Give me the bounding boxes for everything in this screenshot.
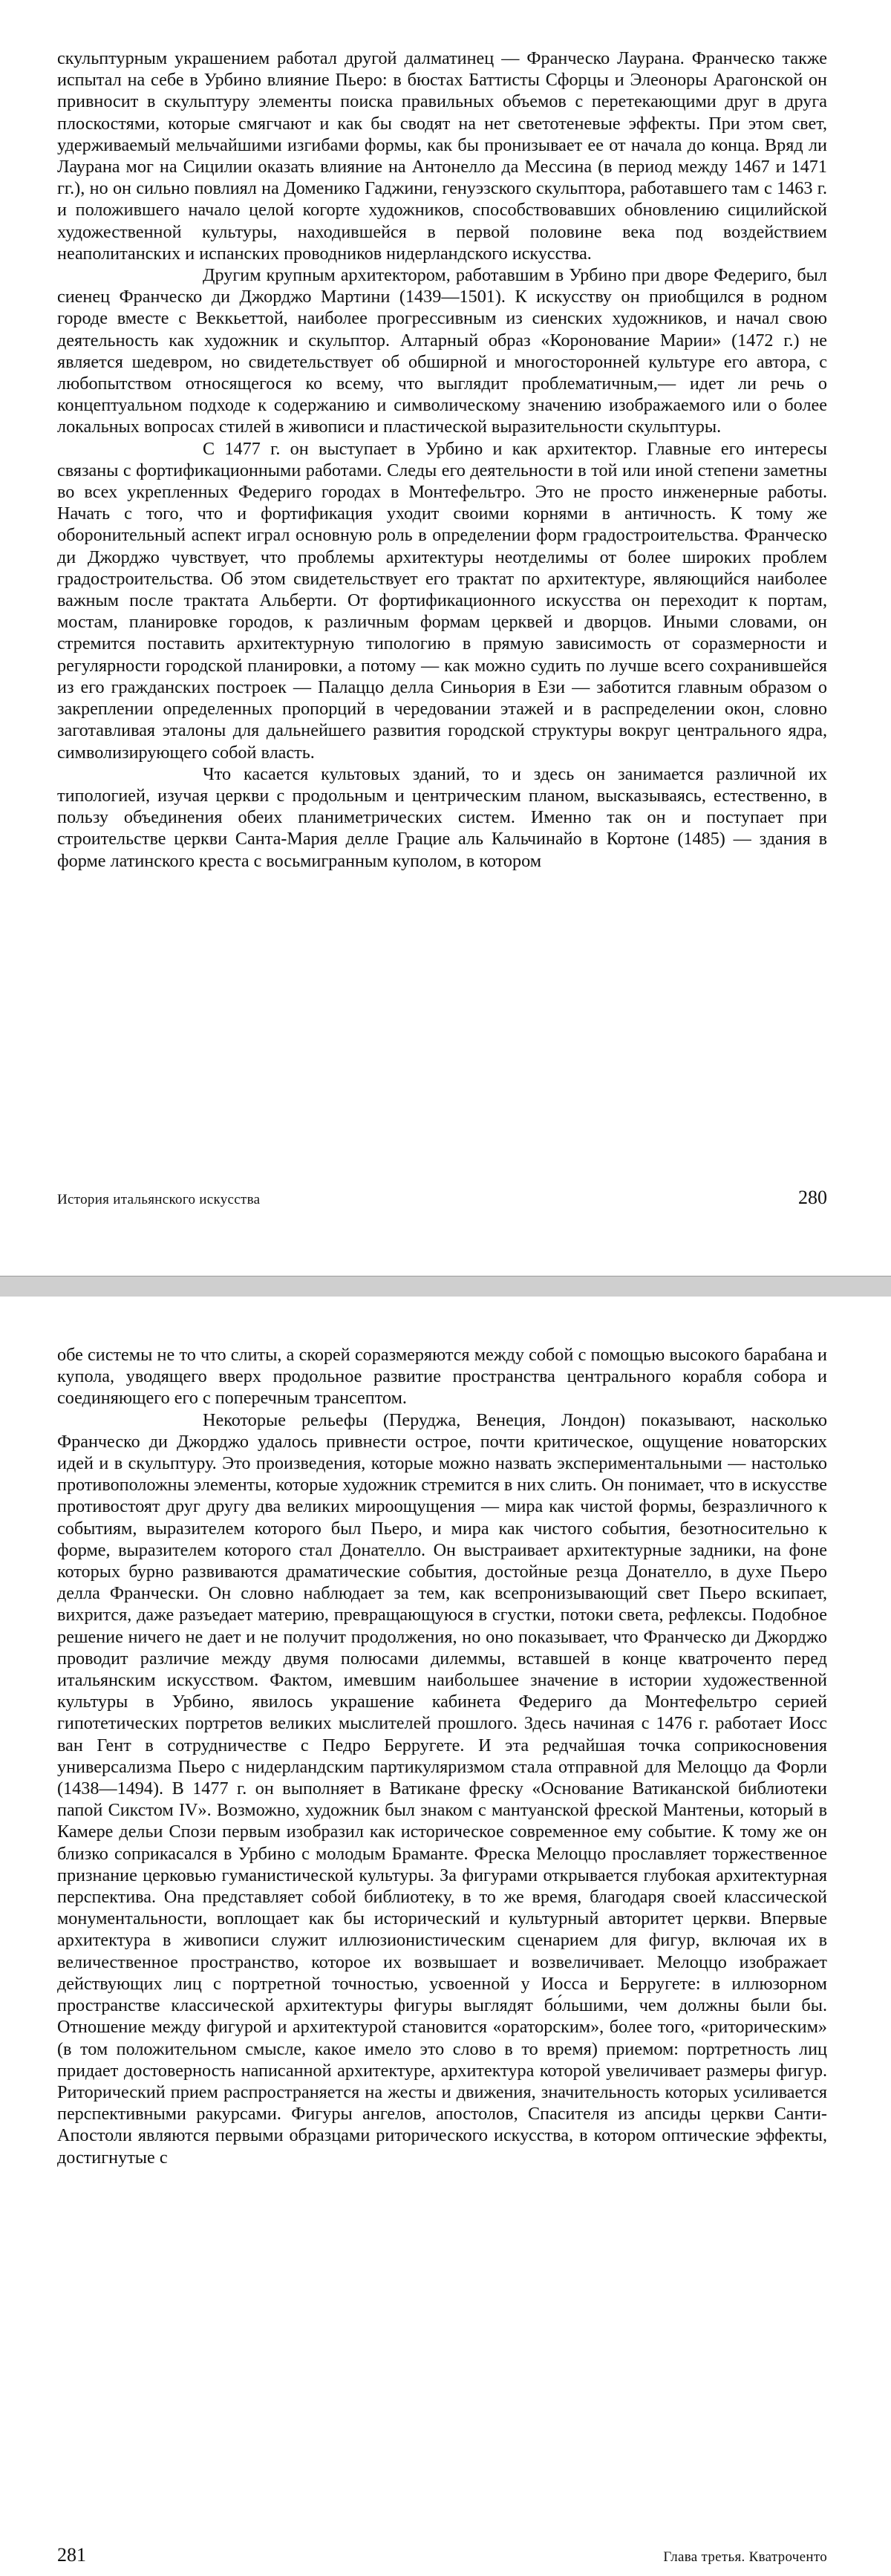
running-title: История итальянского искусства xyxy=(57,1192,261,1207)
paragraph: Некоторые рельефы (Перуджа, Венеция, Лондон) показывают, насколько Франческо ди Джорджо удалось привнести острое, почти критическое, ощущение новаторских идей и в скульптуру. Это произведения, которые можно назвать экспериментальными — настолько противоположны элементы, которые художник стремится в них слить. Он понимает, что в искусстве противостоят друг другу два великих мироощущения — мира как чистой формы, безразличного к событиям, выразителем которого был Пьеро, и мира как чистого события, безотносительно к форме, выразителем которого стал Донателло. Он выстраивает архитектурные задники, на фоне которых бурно развиваются драматические события, достойные резца Донателло, в духе Пьеро делла Франчески. Он словно наблюдает за тем, как всепронизывающий свет Пьеро вскипает, вихрится, даже разъедает материю, превращающуюся в сгустки, потоки света, рефлексы. Подобное решение ничего не дает и не получит продолжения, но оно показывает, что Франческо ди Джорджо проводит различие между двумя полюсами дилеммы, вставшей в конце кватроченто перед итальянским искусством. Фактом, имевшим наибольшее значение в истории художественной культуры в Урбино, явилось украшение кабинета Федериго да Монтефельтро серией гипотетических портретов великих мыслителей прошлого. Здесь начиная с 1476 г. работает Иосс ван Гент в сотрудничестве с Педро Берругете. И эта редчайшая точка соприкосновения универсализма Пьеро с нидерландским партикуляризмом стала отправной для Мелоццо да Форли (1438—1494). В 1477 г. он выполняет в Ватикане фреску «Основание Ватиканской библиотеки папой Сикстом IV». Возможно, художник был знаком с мантуанской фреской Мантеньи, который в Камере дельи Спози первым изобразил как историческое современное ему событие. К тому же он близко соприкасался в Урбино с молодым Браманте. Фреска Мелоццо прославляет торжественное признание церковью гуманистической культуры. За фигурами открывается глубокая архитектурная перспектива. Она представляет собой библиотеку, в то же время, благодаря своей классической монументальности, воплощает как бы исторический и культурный авторитет церкви. Впервые архитектура в живописи служит иллюзионистическим сценарием для фигур, включая их в величественное пространство, которое их возвышает и возвеличивает. Мелоццо изображает действующих лиц с портретной точностью, усвоенной у Иосса и Берругете: в иллюзорном пространстве классической архитектуры фигуры выглядят бо́льшими, чем должны были бы. Отношение между фигурой и архитектурой становится «ораторским», более того, «риторическим» (в том положительном смысле, какое имело это слово в то время) приемом: портретность лиц придает достоверность написанной архитектуре, архитектура которой увеличивает размеры фигур. Риторический прием распространяется на жесты и движения, значительность которых усиливается перспективными ракурсами. Фигуры ангелов, апостолов, Спасителя из апсиды церкви Санти-Апостоли являются первыми образцами риторического искусства, в котором оптические эффекты, достигнутые с xyxy=(57,1409,827,2168)
page-281-footer xyxy=(57,2544,827,2566)
paragraph: Другим крупным архитектором, работавшим в Урбино при дворе Федериго, был сиенец Франческо ди Джорджо Мартини (1439—1501). К искусству он приобщился в родном городе вместе с Веккьеттой, наиболее прогрессивным из сиенских художников, и начал свою деятельность как художник и скульптор. Алтарный образ «Коронование Марии» (1472 г.) не является шедевром, но свидетельствует об обширной и многосторонней культуре его автора, с любопытством относящегося ко всему, что выглядит проблематичным,— идет ли речь о концептуальном подходе к содержанию и символическому значению изображаемого или о более локальных вопросах стилей в живописи и пластической выразительности скульптуры. xyxy=(57,265,827,437)
paragraph: обе системы не то что слиты, а скорей соразмеряются между собой с помощью высокого барабана и купола, уводящего вверх продольное развитие пространства центрального корабля собора и соединяющего его с поперечным трансептом. xyxy=(57,1345,827,1409)
paragraph: Что касается культовых зданий, то и здесь он занимается различной их типологией, изучая церкви с продольным и центрическим планом, высказываясь, естественно, в пользу объединения обеих планиметрических систем. Именно так он и поступает при строительстве церкви Санта-Мария делле Грацие аль Кальчинайо в Кортоне (1485) — здания в форме латинского креста с восьмигранным куполом, в котором xyxy=(57,763,827,871)
page-280 xyxy=(0,0,891,1276)
paragraph: С 1477 г. он выступает в Урбино и как архитектор. Главные его интересы связаны с фортификационными работами. Следы его деятельности в той или иной степени заметны во всех укрепленных Федериго городах в Монтефельтро. Это не просто инженерные работы. Начать с того, что и фортификация уходит своими корнями в античность. К тому же оборонительный аспект играл основную роль в определении форм градостроительства. Франческо ди Джорджо чувствует, что проблемы архитектуры неотделимы от более широких проблем градостроительства. Об этом свидетельствует его трактат по архитектуре, являющийся наиболее важным после трактата Альберти. От фортификационного искусства он переходит к портам, мостам, планировке городов, к различным формам церквей и дворцов. Иными словами, он стремится поставить архитектурную типологию в прямую зависимость от соразмерности и регулярности городской планировки, а потому — как можно судить по лучше всего сохранившейся из его гражданских построек — Палаццо делла Синьория в Ези — заботится главным образом о закреплении определенных пропорций в чередовании этажей и в распределении окон, словно заготавливая эталоны для дальнейшего развития городской структуры вокруг центрального ядра, символизирующего собой власть. xyxy=(57,438,827,763)
page-number: 280 xyxy=(798,1187,827,1208)
page-280-body xyxy=(57,48,827,872)
page-281 xyxy=(0,1297,891,2576)
paragraph: скульптурным украшением работал другой далматинец — Франческо Лаурана. Франческо также испытал на себе в Урбино влияние Пьеро: в бюстах Баттисты Сфорцы и Элеоноры Арагонской он привносит в скульптуру элементы поиска правильных объемов с перетекающими друг в друга плоскостями, которые смягчают и как бы сводят на нет светотеневые эффекты. При этом свет, удерживаемый мельчайшими изгибами формы, как бы пронизывает ее от начала до конца. Вряд ли Лаурана мог на Сицилии оказать влияние на Антонелло да Мессина (в период между 1467 и 1471 гг.), но он сильно повлиял на Доменико Гаджини, генуэзского скульптора, работавшего там с 1463 г. и положившего начало целой когорте художников, способствовавших обновлению сицилийской художественной культуры, находившейся в первой половине века под воздействием неаполитанских и испанских проводников нидерландского искусства. xyxy=(57,48,827,264)
page-divider xyxy=(0,1276,891,1298)
page-280-footer xyxy=(57,1187,827,1209)
running-title: Глава третья. Кватроченто xyxy=(663,2549,827,2565)
page-281-body xyxy=(57,1344,827,2168)
page-number: 281 xyxy=(57,2544,86,2566)
